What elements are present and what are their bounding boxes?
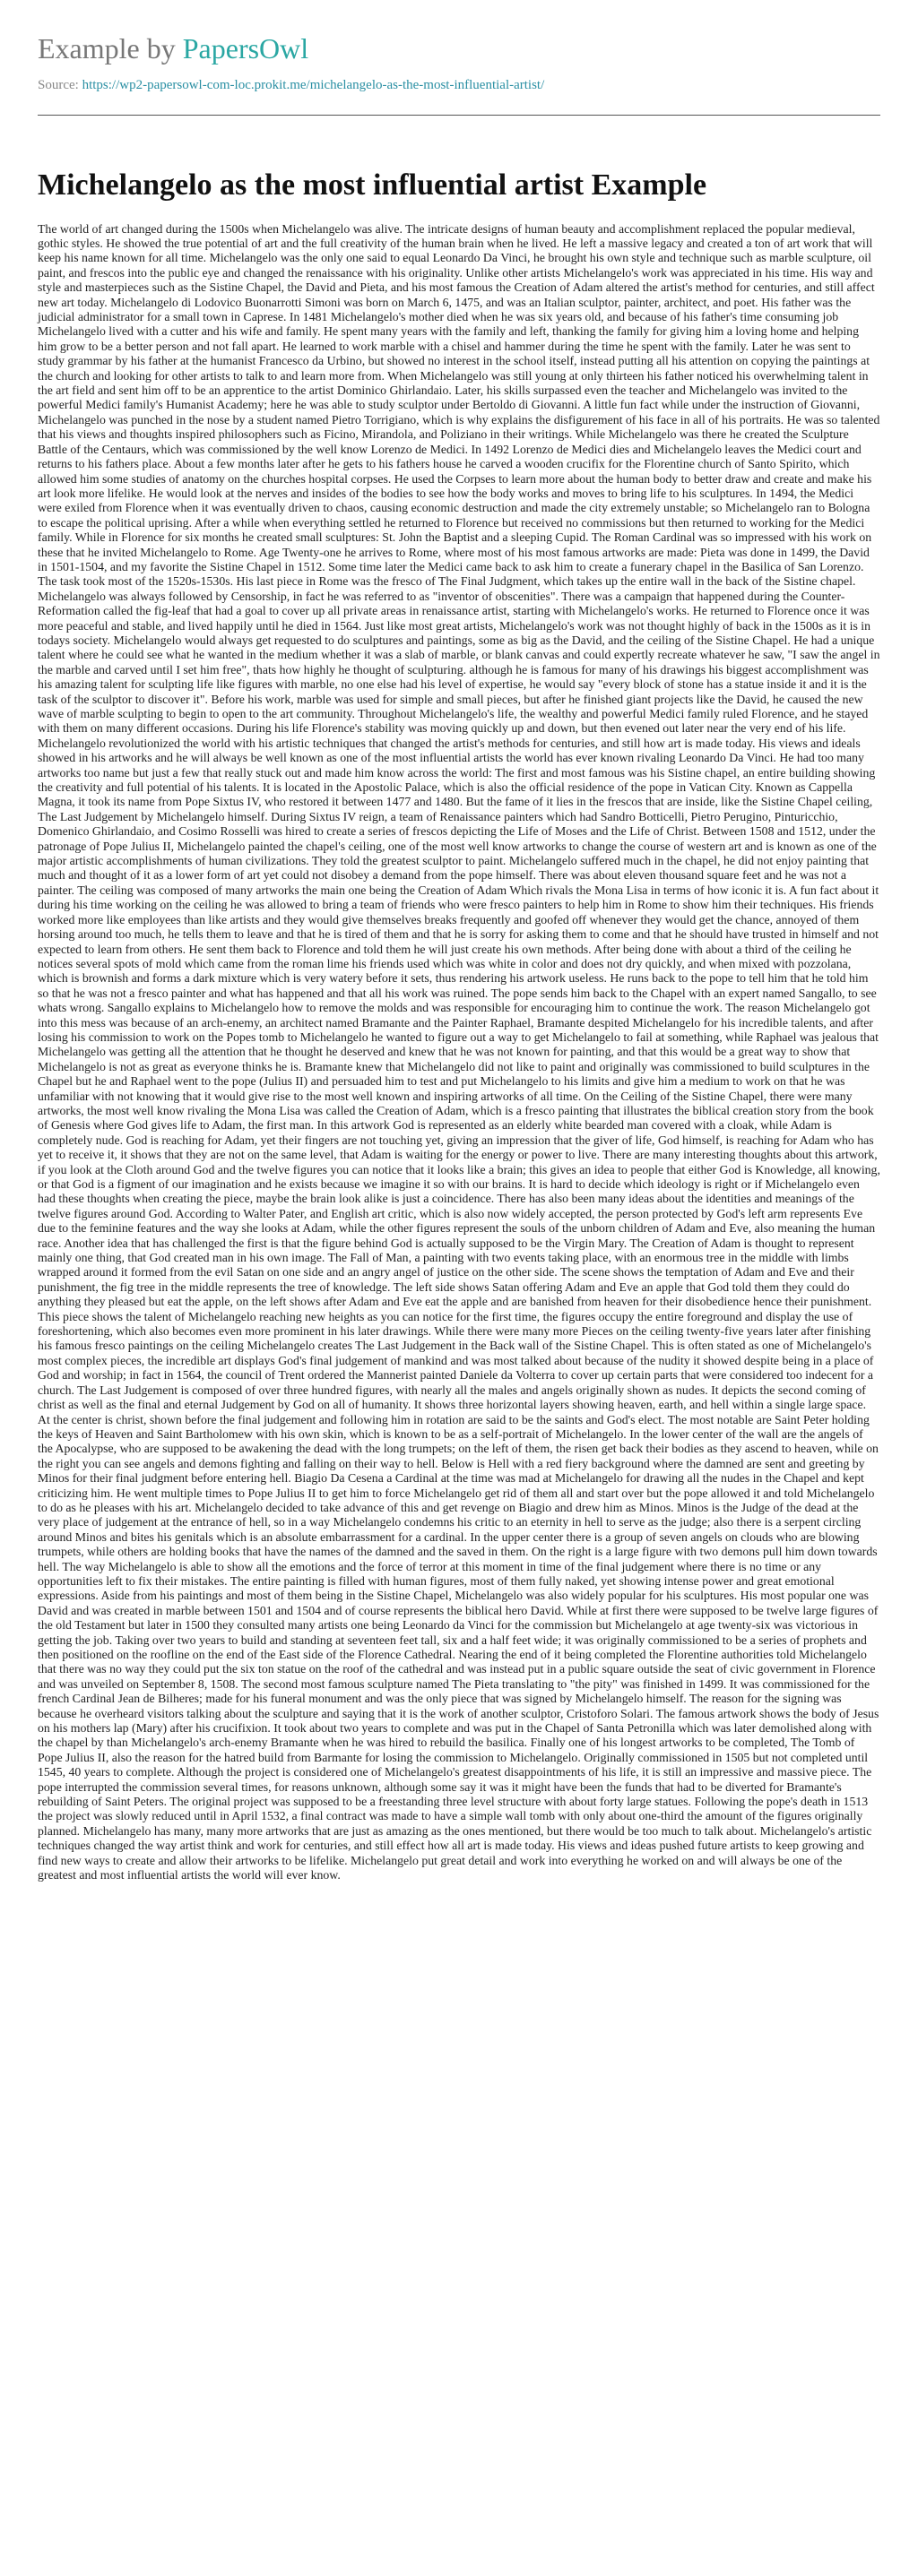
brand-name: PapersOwl bbox=[182, 32, 309, 65]
page-title: Michelangelo as the most influential artist Example bbox=[38, 168, 707, 202]
source-link[interactable]: https://wp2-papersowl-com-loc.prokit.me/michelangelo-as-the-most-influential-artist/ bbox=[82, 77, 545, 92]
source-label: Source: bbox=[38, 77, 82, 92]
brand-prefix: Example by bbox=[38, 32, 183, 65]
header-divider bbox=[38, 115, 880, 116]
brand-heading bbox=[38, 32, 880, 65]
source-line bbox=[38, 78, 880, 93]
essay-body: The world of art changed during the 1500s when Michelangelo was alive. The intricate designs of human beauty and accomplishment replaced the popular medieval, gothic styles. He showed the true potential of art and the full creativity of the human brain when he lived. He left a massive legacy and created a ton of art work that will keep his name known for all time. Michelangelo was the only one said to equal Leonardo Da Vinci, he brought his own style and technique such as marble sculpture, oil paint, and frescos into the public eye and changed the renaissance with his originality. Unlike other artists Michelangelo's work was appreciated in his time. His way and style and masterpieces such as the Sistine Chapel, the David and Pieta, and his most famous the Creation of Adam altered the artist's method for centuries, and still affect new art today. Michelangelo di Lodovico Buonarrotti Simoni was born on March 6, 1475, and was an Italian sculptor, painter, architect, and poet. His father was the judicial administrator for a small town in Caprese. In 1481 Michelangelo's mother died when he was six years old, and because of his father's time consuming job Michelangelo lived with a cutter and his wife and family. He spent many years with the family and left, thanking the family for giving him a loving home and helping him grow to be a better person and not fall apart. He learned to work marble with a chisel and hammer during the time he spent with the family. Later he was sent to study grammar by his father at the humanist Francesco da Urbino, but showed no interest in the school itself, instead putting all his attention on copying the paintings at the church and looking for other artists to talk to and learn more from. When Michelangelo was still young at only thirteen his father noticed his overwhelming talent in the art field and sent him off to be an apprentice to the artist Dominico Ghirlandaio. Later, his skills surpassed even the teacher and Michelangelo was invited to the powerful Medici family's Humanist Academy; here he was able to study sculptor under Bertoldo di Giovanni. A little fun fact while under the instruction of Giovanni, Michelangelo was punched in the nose by a student named Pietro Torrigiano, which is why explains the disfigurement of his face in all of his portraits. He was so talented that his views and thoughts inspired philosophers such as Ficino, Mirandola, and Poliziano in their writings. While Michelangelo was there he created the Sculpture Battle of the Centaurs, which was commissioned by the well know Lorenzo de Medici. In 1492 Lorenzo de Medici dies and Michelangelo leaves the Medici court and returns to his fathers place. About a few months later after he gets to his fathers house he carved a wooden crucifix for the Florentine church of Santo Spirito, which allowed him some studies of anatomy on the churches hospital corpses. He used the Corpses to learn more about the human body to better draw and create and make his art look more lifelike. He would look at the nerves and insides of the bodies to see how the body works and moves to bring life to his sculptures. In 1494, the Medici were exiled from Florence when it was eventually driven to chaos, causing economic destruction and made the city extremely unstable; so Michelangelo ran to Bologna to escape the political uprising. After a while when everything settled he returned to Florence but received no commissions but then returned to working for the Medici family. While in Florence for six months he created small sculptures: St. John the Baptist and a sleeping Cupid. The Roman Cardinal was so impressed with his work on these that he invited Michelangelo to Rome. Age Twenty-one he arrives to Rome, where most of his most famous artworks are made: Pieta was done in 1499, the David in 1501-1504, and my favorite the Sistine Chapel in 1512. Some time later the Medici came back to ask him to create a funerary chapel in the Basilica of San Lorenzo. The task took most of the 1520s-1530s. His last piece in Rome was the fresco of The Final Judgment, which takes up the entire wall in the back of the Sistine chapel. Michelangelo was always followed by Censorship, in fact he was referred to as "inventor of obscenities". There was a campaign that happened during the Counter-Reformation called the fig-leaf that had a goal to cover up all private areas in renaissance artist, starting with Michelangelo's works. He returned to Florence once it was more peaceful and stable, and lived happily until he died in 1564. Just like most great artists, Michelangelo's work was not thought highly of back in the 1500s as it is in todays society. Michelangelo would always get requested to do sculptures and paintings, some as big as the David, and the ceiling of the Sistine Chapel. He had a unique talent where he could see what he wanted in the medium whether it was a slab of marble, or blank canvas and could expertly recreate whatever he saw, "I saw the angel in the marble and carved until I set him free", thats how highly he thought of sculpturing. although he is famous for many of his drawings his biggest accomplishment was his amazing talent for sculpting life like figures with marble, no one else had his level of expertise, he would say "every block of stone has a statue inside it and it is the task of the sculptor to discover it". Before his work, marble was used for simple and small pieces, but after he finished giant projects like the David, he caused the new wave of marble sculpting to begin to open to the art community. Throughout Michelangelo's life, the wealthy and powerful Medici family ruled Florence, and he stayed with them on many different occasions. During his life Florence's stability was moving quickly up and down, but then evened out later near the very end of his life. Michelangelo revolutionized the world with his artistic techniques that changed the artist's methods for centuries, and still how art is made today. His views and ideals showed in his artworks and he will always be well known as one of the most influential artists the world has ever known rivaling Leonardo Da Vinci. He had too many artworks too name but just a few that really stuck out and made him know across the world: The first and most famous was his Sistine chapel, an entire building showing the creativity and full potential of his talents. It is located in the Apostolic Palace, which is also the official residence of the pope in Vatican City. Known as Cappella Magna, it took its name from Pope Sixtus IV, who restored it between 1477 and 1480. But the fame of it lies in the frescos that are inside, like the Sistine Chapel ceiling, The Last Judgement by Michelangelo himself. During Sixtus IV reign, a team of Renaissance painters which had Sandro Botticelli, Pietro Perugino, Pinturicchio, Domenico Ghirlandaio, and Cosimo Rosselli was hired to create a series of frescos depicting the Life of Moses and the Life of Christ. Between 1508 and 1512, under the patronage of Pope Julius II, Michelangelo painted the chapel's ceiling, one of the most well know artworks to change the course of western art and is known as one of the major artistic accomplishments of human civilizations. They told the greatest sculptor to paint. Michelangelo suffered much in the chapel, he did not enjoy painting that much and thought of it as a lower form of art yet could not disobey a demand from the pope himself. There was about eleven thousand square feet and he was not a painter. The ceiling was composed of many artworks the main one being the Creation of Adam Which rivals the Mona Lisa in terms of how iconic it is. A fun fact about it during his time working on the ceiling he was allowed to bring a team of friends who were fresco painters to help him in Rome to show him their techniques. His friends worked more like employees than like artists and they would give themselves breaks frequently and goofed off whenever they would get the chance, annoyed of them horsing around too much, he tells them to leave and that he is tired of them and that he is sorry for asking them to come and that he should have trusted in himself and not expected to learn from others. He sent them back to Florence and told them he will just create his own methods. After being done with about a third of the ceiling he notices several spots of mold which came from the roman lime his friends used which was white in color and does not dry quickly, and when mixed with pozzolana, which is brownish and forms a dark mixture which is very watery before it sets, thus rendering his artwork useless. He runs back to the pope to tell him that he told him so that he was not a fresco painter and what has happened and that all his work was ruined. The pope sends him back to the Chapel with an expert named Sangallo, to see whats wrong. Sangallo explains to Michelangelo how to remove the molds and was responsible for encouraging him to continue the work. The reason Michelangelo got into this mess was because of an arch-enemy, an architect named Bramante and the Painter Raphael, Bramante despited Michelangelo for his incredible talents, and after losing his commission to work on the Popes tomb to Michelangelo he wanted to figure out a way to get Michelangelo to fail at something, while Raphael was jealous that Michelangelo was getting all the attention that he thought he deserved and knew that he was not known for painting, and that this would be a great way to show that Michelangelo is not as great as everyone thinks he is. Bramante knew that Michelangelo did not like to paint and originally was commissioned to build sculptures in the Chapel but he and Raphael went to the pope (Julius II) and persuaded him to test and put Michelangelo to his limits and give him a medium to work on that he was unfamiliar with not knowing that it would give rise to the most well known and inspiring artworks of all time. On the Ceiling of the Sistine Chapel, there were many artworks, the most well know rivaling the Mona Lisa was called the Creation of Adam, which is a fresco painting that illustrates the biblical creation story from the book of Genesis where God gives life to Adam, the first man. In this artwork God is represented as an elderly white bearded man covered with a cloak, while Adam is completely nude. God is reaching for Adam, yet their fingers are not touching yet, giving an impression that the giver of life, God himself, is reaching for Adam who has yet to receive it, it shows that they are not on the same level, that Adam is waiting for the energy or power to live. There are many interesting thoughts about this artwork, if you look at the Cloth around God and the twelve figures you can notice that it looks like a brain; this gives an idea to people that either God is Knowledge, all knowing, or that God is a figment of our imagination and he exists because we imagine it so with our brains. It is hard to decide which ideology is right or if Michelangelo even had these thoughts when creating the piece, maybe the brain look alike is just a coincidence. There has also been many ideas about the identities and meanings of the twelve figures around God. According to Walter Pater, and English art critic, which is also now widely accepted, the person protected by God's left arm represents Eve due to the feminine features and the way she looks at Adam, while the other figures represent the souls of the unborn children of Adam and Eve, also meaning the human race. Another idea that has challenged the first is that the figure behind God is actually supposed to be the Virgin Mary. The Creation of Adam is thought to represent mainly one thing, that God created man in his own image. The Fall of Man, a painting with two events taking place, with an enormous tree in the middle with limbs wrapped around it formed from the evil Satan on one side and an angry angel of justice on the other side. The scene shows the temptation of Adam and Eve and their punishment, the fig tree in the middle represents the tree of knowledge. The left side shows Satan offering Adam and Eve an apple that God told them they could do anything they pleased but eat the apple, on the left shows after Adam and Eve eat the apple and are banished from heaven for their disobedience hence their punishment. This piece shows the talent of Michelangelo reaching new heights as you can notice for the first time, the figures occupy the entire foreground and display the use of foreshortening, which also becomes even more prominent in his later drawings. While there were many more Pieces on the ceiling twenty-five years later after finishing his famous fresco paintings on the ceiling Michelangelo creates The Last Judgement in the Back wall of the Sistine Chapel. This is often stated as one of Michelangelo's most complex pieces, the incredible art displays God's final judgement of mankind and was most talked about because of the nudity it showed despite being in a place of God and worship; in fact in 1564, the council of Trent ordered the Mannerist painted Daniele da Volterra to cover up certain parts that were considered too indecent for a church. The Last Judgement is composed of over three hundred figures, with nearly all the males and angels originally shown as nudes. It depicts the second coming of christ as well as the final and eternal Judgement by God on all of humanity. It shows three horizontal layers showing heaven, earth, and hell within a single large space. At the center is christ, shown before the final judgement and following him in rotation are said to be the saints and God's elect. The most notable are Saint Peter holding the keys of Heaven and Saint Bartholomew with his own skin, which is known to be as a self-portrait of Michelangelo. In the lower center of the wall are the angels of the Apocalypse, who are supposed to be awakening the dead with the long trumpets; on the left of them, the risen get back their bodies as they ascend to heaven, while on the right you can see angels and demons fighting and falling on their way to hell. Below is Hell with a red fiery background where the damned are sent and greeting by Minos for their final judgment before entering hell. Biagio Da Cesena a Cardinal at the time was mad at Michelangelo for drawing all the nudes in the Chapel and kept criticizing him. He went multiple times to Pope Julius II to get him to force Michelangelo get rid of them all and start over but the pope allowed it and told Michelangelo to do as he pleases with his art. Michelangelo decided to take advance of this and get revenge on Biagio and drew him as Minos. Minos is the Judge of the dead at the very place of judgement at the entrance of hell, so in a way Michelangelo condemns his critic to an eternity in hell to serve as the judge; also there is a serpent circling around Minos and bites his genitals which is an absolute embarrassment for a cardinal. In the upper center there is a group of seven angels on clouds who are blowing trumpets, while others are holding books that have the names of the damned and the saved in them. On the right is a large figure with two demons pull him down towards hell. The way Michelangelo is able to show all the emotions and the force of terror at this moment in time of the final judgement where there is no time or any opportunities left to fix their mistakes. The entire painting is filled with human figures, most of them fully naked, yet showing intense power and great emotional expressions. Aside from his paintings and most of them being in the Sistine Chapel, Michelangelo was also widely popular for his sculptures. His most popular one was David and was created in marble between 1501 and 1504 and of course represents the biblical hero David. While at first there were supposed to be twelve large figures of the old Testament but later in 1500 they consulted many artists one being Leonardo da Vinci for the commission but Michelangelo at age twenty-six was victorious in getting the job. Taking over two years to build and standing at seventeen feet tall, six and a half feet wide; it was originally commissioned to be a series of prophets and then positioned on the roofline on the end of the East side of the Florence Cathedral. Nearing the end of it being completed the Florentine authorities told Michelangelo that there was no way they could put the six ton statue on the roof of the cathedral and was instead put in a public square outside the seat of civic government in Florence and was unveiled on September 8, 1508. The second most famous sculpture named The Pieta translating to "the pity" was finished in 1499. It was commissioned for the french Cardinal Jean de Bilheres; made for his funeral monument and was the only piece that was signed by Michelangelo himself. The reason for the signing was because he overheard visitors talking about the sculpture and saying that it is the work of another sculptor, Cristoforo Solari. The famous artwork shows the body of Jesus on his mothers lap (Mary) after his crucifixion. It took about two years to complete and was put in the Chapel of Santa Petronilla which was later demolished along with the chapel by than Michelangelo's arch-enemy Bramante when he was hired to rebuild the basilica. Finally one of his longest artworks to be completed, The Tomb of Pope Julius II, also the reason for the hatred build from Barmante for losing the commission to Michelangelo. Originally commissioned in 1505 but not completed until 1545, 40 years to complete. Although the project is considered one of Michelangelo's greatest disappointments of his life, it is still an impressive and massive piece. The pope interrupted the commission several times, for reasons unknown, although some say it was it might have been the funds that had to be diverted for Bramante's rebuilding of Saint Peters. The original project was supposed to be a freestanding three level structure with about forty large statues. Following the pope's death in 1513 the project was slowly reduced until in April 1532, a final contract was made to have a simple wall tomb with only about one-third the amount of the figures originally planned. Michelangelo has many, many more artworks that are just as amazing as the ones mentioned, but there would be too much to talk about. Michelangelo's artistic techniques changed the way artist think and work for centuries, and still effect how all art is made today. His views and ideas pushed future artists to keep growing and find new ways to create and allow their artworks to be lifelike. Michelangelo put great detail and work into everything he worked on and will always be one of the greatest and most influential artists the world will ever know. bbox=[38, 221, 880, 1882]
